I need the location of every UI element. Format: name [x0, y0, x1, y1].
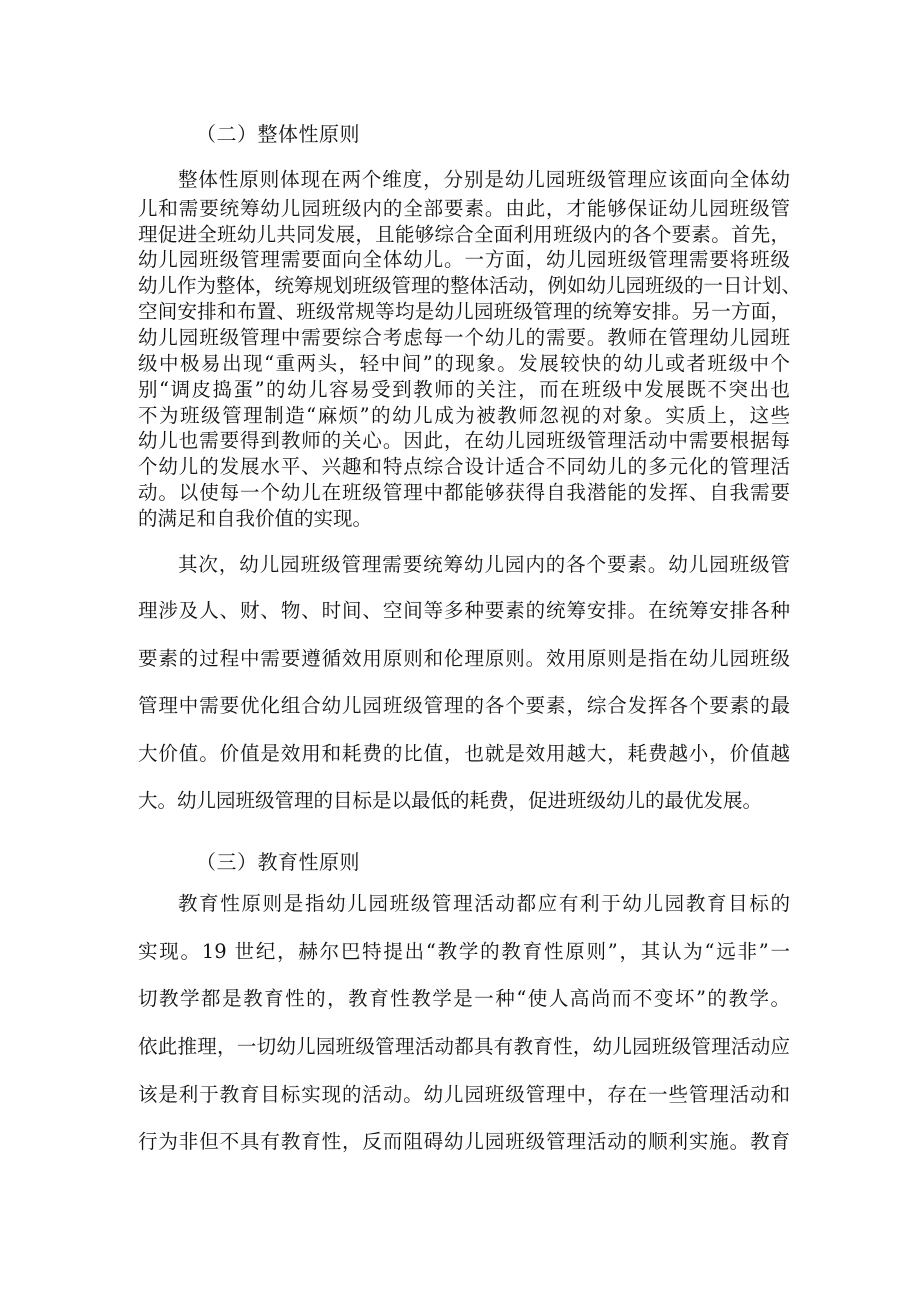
paragraph-line: 整体性原则体现在两个维度，分别是幼儿园班级管理应该面向全体幼: [178, 168, 790, 191]
paragraph-line: 其次，幼儿园班级管理需要统筹幼儿园内的各个要素。幼儿园班级管: [178, 553, 790, 576]
paragraph-line: 空间安排和布置、班级常规等均是幼儿园班级管理的统筹安排。另一方面，: [138, 300, 790, 323]
paragraph-line: 幼儿园班级管理中需要综合考虑每一个幼儿的需要。教师在管理幼儿园班: [138, 326, 790, 349]
paragraph-line: 别“调皮捣蛋”的幼儿容易受到教师的关注，而在班级中发展既不突出也: [138, 378, 790, 401]
paragraph-line: 依此推理，一切幼儿园班级管理活动都具有教育性，幼儿园班级管理活动应: [138, 1035, 790, 1058]
paragraph-line: 个幼儿的发展水平、兴趣和特点综合设计适合不同幼儿的多元化的管理活: [138, 455, 790, 478]
paragraph-line: 幼儿作为整体，统筹规划班级管理的整体活动，例如幼儿园班级的一日计划、: [138, 274, 802, 297]
paragraph-line: 幼儿园班级管理需要面向全体幼儿。一方面，幼儿园班级管理需要将班级: [138, 248, 790, 271]
paragraph-line: 动。以使每一个幼儿在班级管理中都能够获得自我潜能的发挥、自我需要: [138, 481, 790, 504]
paragraph-line: 要素的过程中需要遵循效用原则和伦理原则。效用原则是指在幼儿园班级: [138, 647, 790, 670]
paragraph-line: 不为班级管理制造“麻烦”的幼儿成为被教师忽视的对象。实质上，这些: [138, 404, 790, 427]
paragraph-line: 该是利于教育目标实现的活动。幼儿园班级管理中，存在一些管理活动和: [138, 1083, 790, 1106]
paragraph-line: 级中极易出现“重两头，轻中间”的现象。发展较快的幼儿或者班级中个: [138, 352, 790, 375]
section-heading-3: （三）教育性原则: [196, 850, 360, 874]
paragraph-line: 儿和需要统筹幼儿园班级内的全部要素。由此，才能够保证幼儿园班级管: [138, 197, 790, 220]
paragraph-line: 理促进全班幼儿共同发展，且能够综合全面利用班级内的各个要素。首先，: [138, 223, 790, 246]
paragraph-line: 幼儿也需要得到教师的关心。因此，在幼儿园班级管理活动中需要根据每: [138, 429, 790, 452]
section-heading-2: （二）整体性原则: [196, 122, 360, 146]
paragraph-line: 管理中需要优化组合幼儿园班级管理的各个要素，综合发挥各个要素的最: [138, 694, 790, 717]
paragraph-line: 实现。19 世纪，赫尔巴特提出“教学的教育性原则”，其认为“远非”一: [138, 940, 790, 963]
paragraph-line: 教育性原则是指幼儿园班级管理活动都应有利于幼儿园教育目标的: [178, 892, 790, 915]
paragraph-line: 的满足和自我价值的实现。: [138, 507, 373, 530]
paragraph-line: 理涉及人、财、物、时间、空间等多种要素的统筹安排。在统筹安排各种: [138, 599, 790, 622]
paragraph-line: 大。幼儿园班级管理的目标是以最低的耗费，促进班级幼儿的最优发展。: [138, 789, 763, 812]
paragraph-line: 切教学都是教育性的，教育性教学是一种“使人高尚而不变坏”的教学。: [138, 987, 790, 1010]
paragraph-line: 行为非但不具有教育性，反而阻碍幼儿园班级管理活动的顺利实施。教育: [138, 1130, 790, 1153]
paragraph-line: 大价值。价值是效用和耗费的比值，也就是效用越大，耗费越小，价值越: [138, 742, 790, 765]
